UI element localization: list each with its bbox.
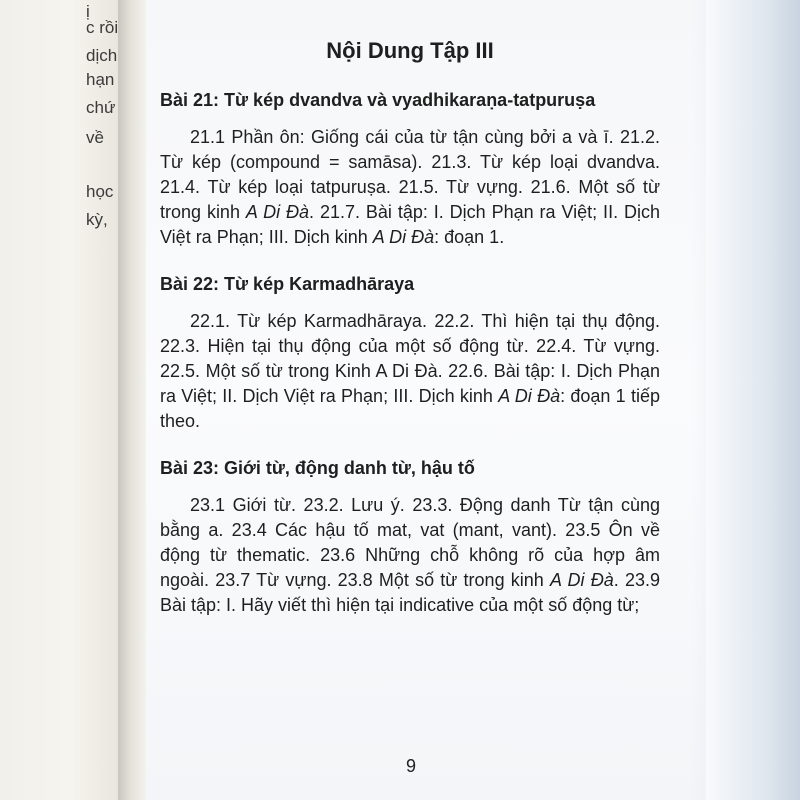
text-run: : đoạn 1 tiếp theo. [160,386,660,431]
italic-title: A Di Đà [372,227,435,247]
book-page [146,0,706,800]
lesson-body [160,309,660,434]
text-run: . 21.7. Bài tập: I. Dịch Phạn ra Việt; II. Dịch Việt ra Phạn; III. Dịch kinh [160,202,660,247]
text-run: 23.1 Giới từ. 23.2. Lưu ý. 23.3. Động danh Từ tận cùng bằng a. 23.4 Các hậu tố mat, vat (mant, vant). 23.5 Ôn về động từ thematic. 23.6 Những chỗ không rõ của hợp âm ngoài. 23.7 Từ vựng. 23.8 Một số từ trong kinh [160,495,660,590]
lesson-body [160,493,660,618]
text-run: 21.1 Phần ôn: Giống cái của từ tận cùng bởi a và ī. 21.2. Từ kép (compound = samāsa). 21.3. Từ kép loại dvandva. 21.4. Từ kép loại tatpuruṣa. 21.5. Từ vựng. 21.6. Một số từ trong kinh [160,127,660,222]
page-title: Nội Dung Tập III [326,38,494,63]
text-run: : đoạn 1. [434,227,505,247]
left-page-fragment: chứ [86,98,116,117]
left-page-fragment: c rồi [86,18,118,37]
lesson-23 [160,456,660,618]
left-page-fragment: học [86,182,114,201]
page-content [160,28,660,640]
italic-title: A Di Đà [498,386,561,406]
italic-title: A Di Đà [245,202,310,222]
left-page [0,0,118,800]
lesson-22 [160,272,660,434]
left-page-fragment: về [86,128,104,147]
book-gutter [118,0,146,800]
page-number: 9 [405,756,416,776]
left-page-fragment: kỳ, [86,210,108,229]
left-page-fragment: dịch [86,46,118,65]
left-page-fragment: hạn [86,70,115,89]
italic-title: A Di Đà [550,570,614,590]
lesson-21 [160,88,660,250]
left-page-fragment: ị [86,2,90,21]
lesson-heading: Bài 23: Giới từ, động danh từ, hậu tố [160,458,475,478]
right-edge-shadow [690,0,800,800]
lesson-body [160,125,660,250]
text-run: . 23.9 Bài tập: I. Hãy viết thì hiện tại indicative của một số động từ; [160,570,660,615]
lesson-heading: Bài 21: Từ kép dvandva và vyadhikaraṇa-tatpuruṣa [160,90,596,110]
lesson-heading: Bài 22: Từ kép Karmadhāraya [160,274,415,294]
text-run: 22.1. Từ kép Karmadhāraya. 22.2. Thì hiện tại thụ động. 22.3. Hiện tại thụ động của một số động từ. 22.4. Từ vựng. 22.5. Một số từ trong Kinh A Di Đà. 22.6. Bài tập: I. Dịch Phạn ra Việt; II. Dịch Việt ra Phạn; III. Dịch kinh [160,311,660,406]
